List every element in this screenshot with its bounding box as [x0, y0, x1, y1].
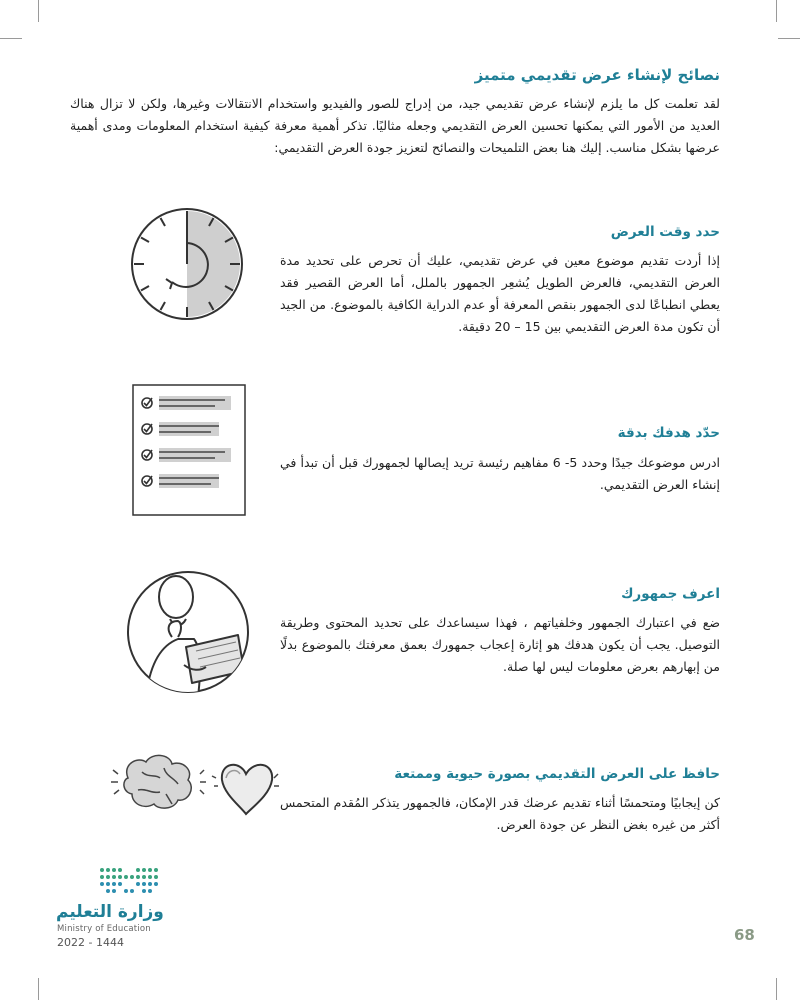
section-text: كن إيجابيًا ومتحمسًا أثناء تقديم عرضك قدر الإمكان، فالجمهور يتذكر المُقدم المتحمس أكثر من غيره بغض النظر عن جودة العرض. — [280, 795, 720, 832]
intro-paragraph: لقد تعلمت كل ما يلزم لإنشاء عرض تقديمي جيد، من إدراج للصور والفيديو واستخدام الانتقالات وغيرها، ولكن لا تزال هناك العديد من الأمور التي يمكنها تحسين العرض التقديمي وجعله مثاليًا. تذكر أهمية معرفة كيفية استخدام المعلومات ومدى أهمية عرضها بشكل مناسب. إليك هنا بعض التلميحات والنصائح لتعزيز جودة العرض التقديمي: — [70, 96, 720, 155]
ministry-logo-dots — [98, 866, 160, 896]
edition-year: 2022 - 1444 — [57, 936, 124, 949]
ministry-name-arabic: وزارة التعليم — [56, 902, 164, 922]
crop-mark — [38, 0, 39, 22]
crop-mark — [776, 0, 777, 22]
clock-icon — [126, 203, 248, 325]
checklist-icon — [125, 382, 250, 520]
section-title: حافظ على العرض التقديمي بصورة حيوية وممتعة — [394, 766, 720, 782]
section-title: حدّد هدفك بدقة — [617, 425, 720, 441]
section-text: ادرس موضوعك جيدًا وحدد 5- 6 مفاهيم رئيسة تريد إيصالها لجمهورك قبل أن تبدأ في إنشاء العرض التقديمي. — [280, 455, 721, 492]
section-title: حدد وقت العرض — [610, 224, 720, 240]
presenter-icon — [126, 567, 250, 697]
page-number: 68 — [734, 926, 755, 944]
crop-mark — [778, 38, 800, 39]
section-text: إذا أردت تقديم موضوع معين في عرض تقديمي، عليك أن تحرص على تحديد مدة العرض التقديمي، فالعرض الطويل يُشعِر الجمهور بالملل، أما العرض القصير فقد يعطي انطباعًا لدى الجمهور بنقص المعرفة أو عدم الدراية الكافية بالموضوع. من الجيد أن تكون مدة العرض التقديمي بين 15 – 20 دقيقة. — [280, 253, 720, 334]
crop-mark — [0, 38, 22, 39]
crop-mark — [776, 978, 777, 1000]
crop-mark — [38, 978, 39, 1000]
page-title: نصائح لإنشاء عرض تقديمي متميز — [474, 66, 720, 84]
section-text: ضع في اعتبارك الجمهور وخلفياتهم ، فهذا سيساعدك على تحديد المحتوى وطريقة التوصيل. يجب أن يكون هدفك هو إثارة إعجاب جمهورك بعمق معرفتك بالموضوع بدلًا من إبهارهم بعرض معلومات ليس لها صلة. — [280, 615, 720, 674]
brain-heart-icon — [108, 748, 283, 828]
ministry-name-english: Ministry of Education — [57, 924, 151, 934]
section-title: اعرف جمهورك — [621, 586, 720, 602]
